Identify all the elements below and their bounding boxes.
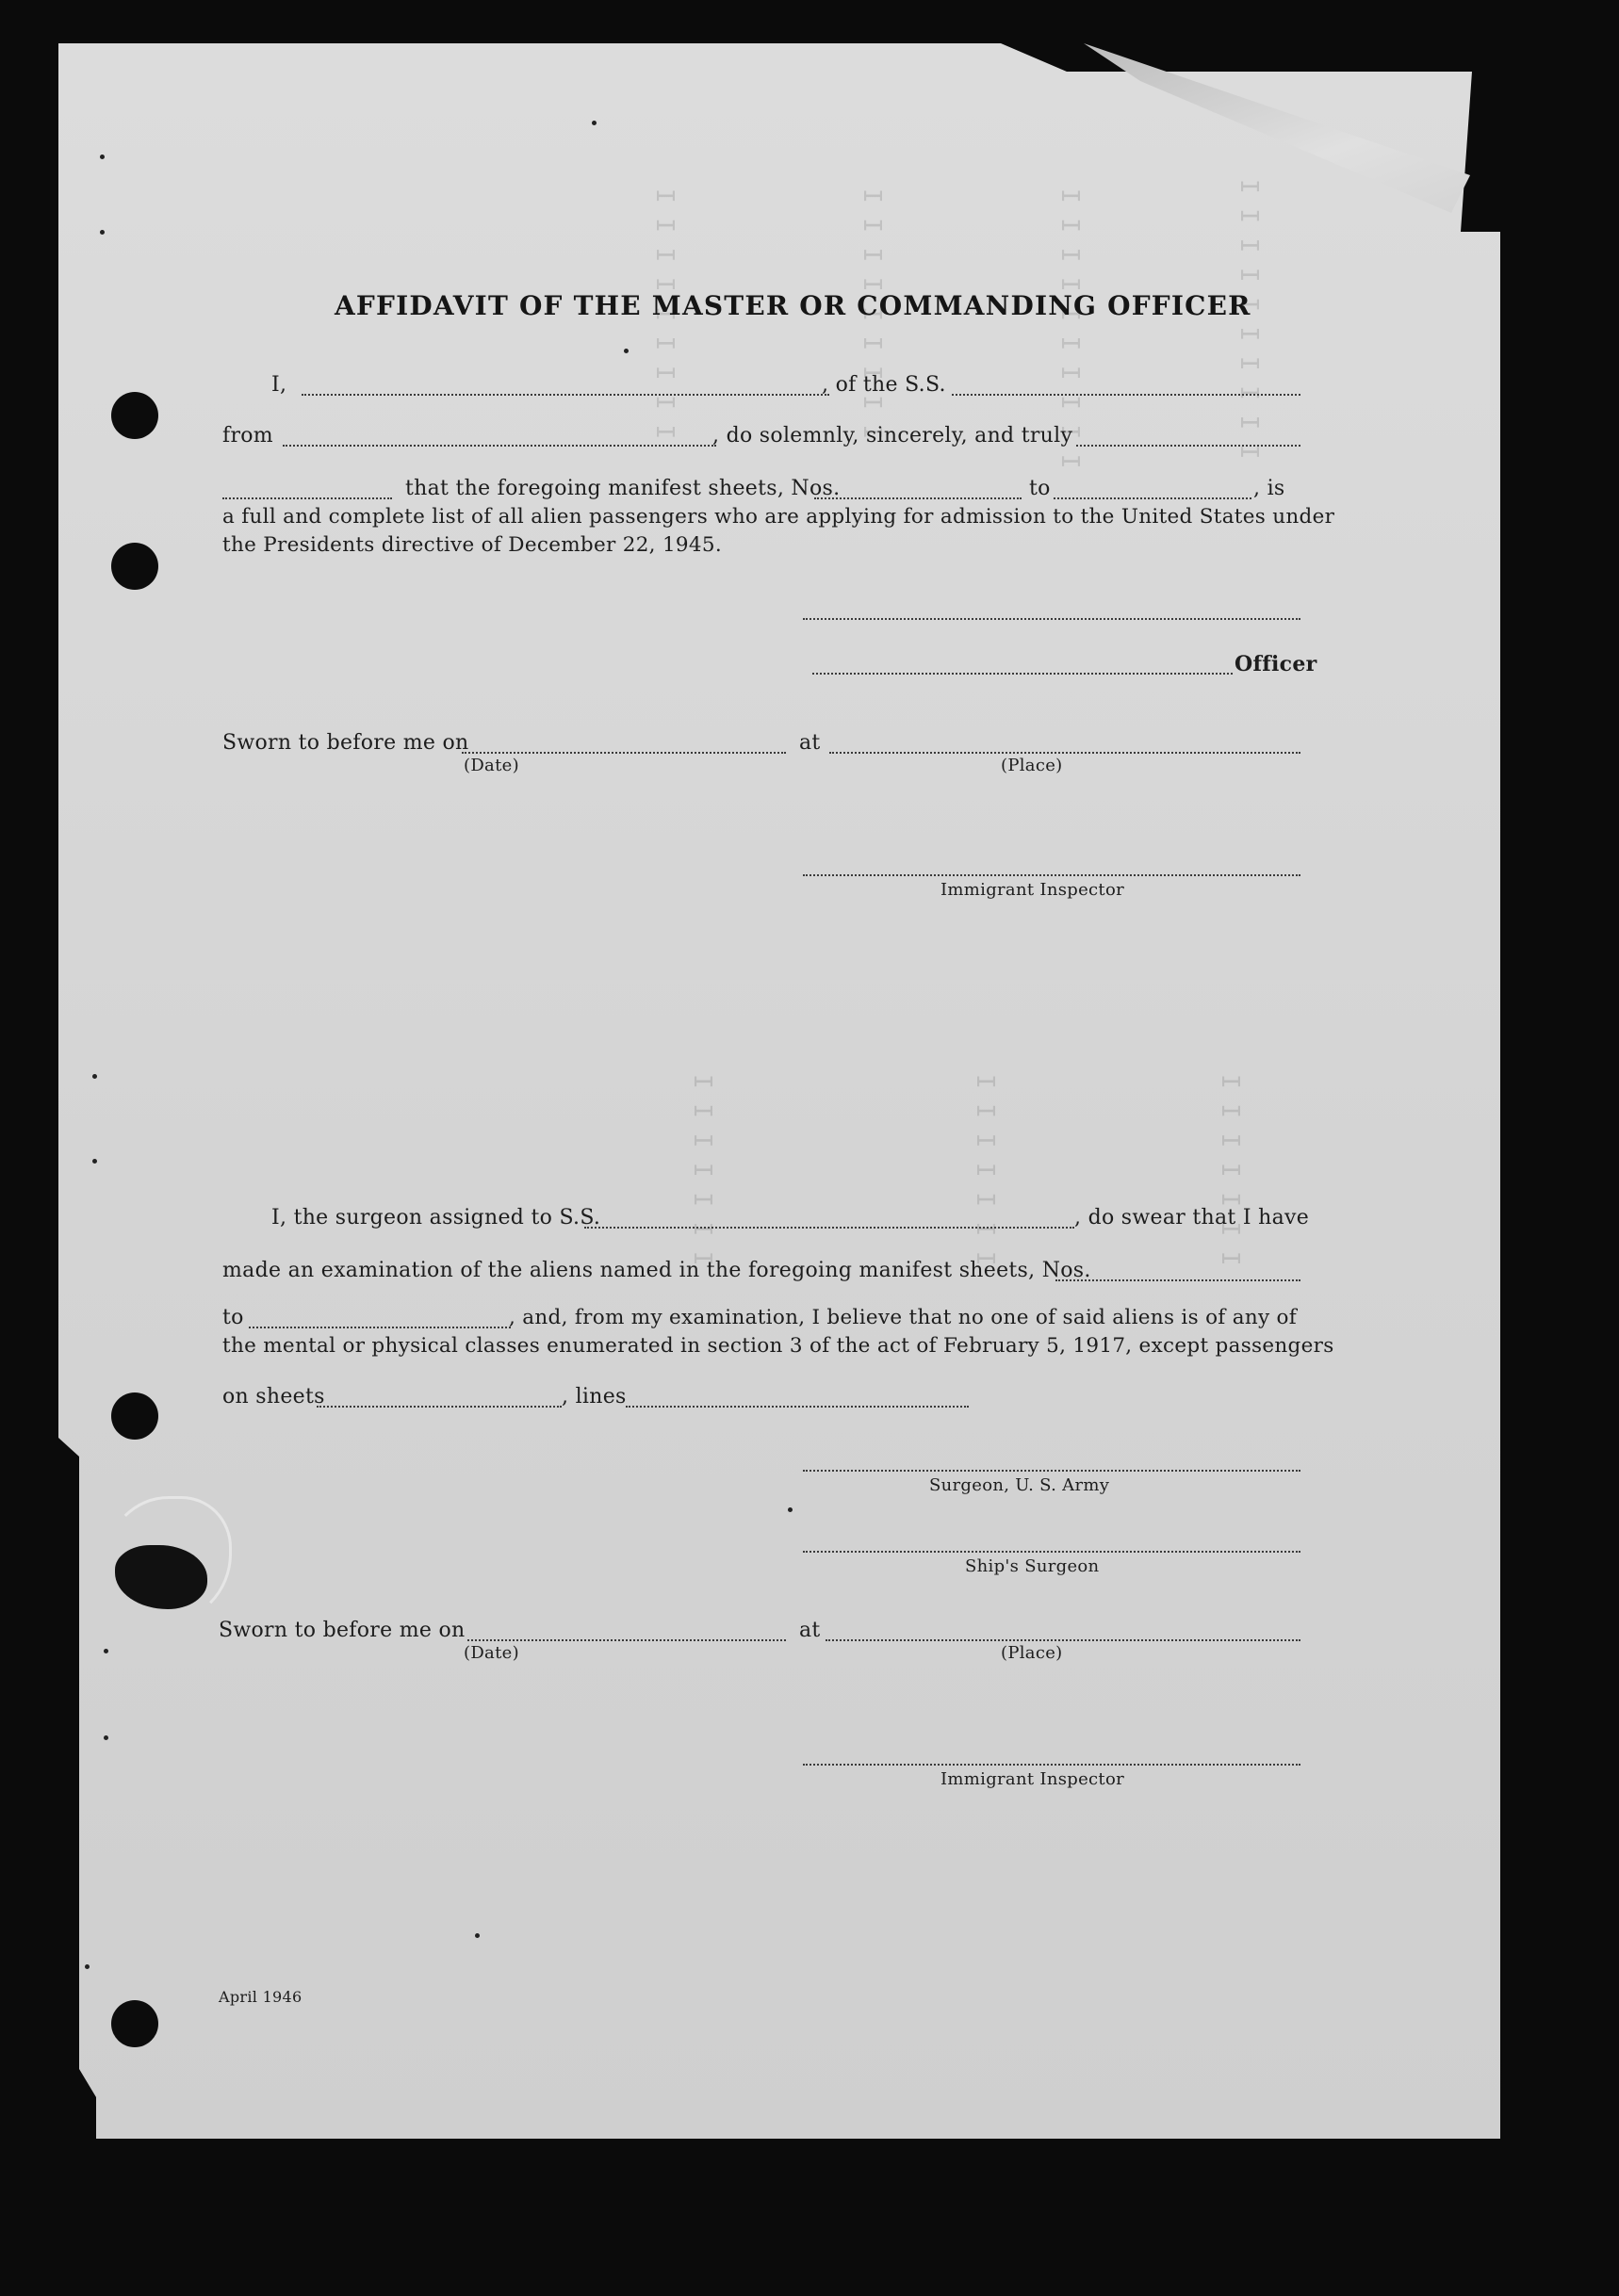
surgeon-line3-rest: , and, from my examination, I believe that no one of said aliens is of any of: [509, 1306, 1298, 1329]
punch-hole: [111, 2000, 158, 2047]
surgeon-lines-field[interactable]: [626, 1406, 969, 1408]
officer-signature-line[interactable]: [812, 673, 1233, 675]
master-line1-i: I,: [271, 373, 287, 397]
sworn1-inspector-line[interactable]: [803, 874, 1300, 876]
sworn2-inspector-line[interactable]: [803, 1764, 1300, 1766]
sworn2-inspector-label: Immigrant Inspector: [940, 1769, 1124, 1789]
sworn1-date-label: (Date): [464, 756, 519, 775]
surgeon-line3-to: to: [222, 1306, 244, 1329]
punch-hole: [111, 392, 158, 439]
page-title: AFFIDAVIT OF THE MASTER OR COMMANDING OFFICER: [335, 290, 1251, 321]
speck: [624, 349, 629, 353]
master-line3-to: to: [1029, 477, 1051, 500]
sworn2-at: at: [799, 1619, 821, 1642]
from-port-field[interactable]: [283, 445, 716, 447]
bleed-through-column: I I I I I I I I I I: [1055, 188, 1084, 469]
army-surgeon-signature-line[interactable]: [803, 1470, 1300, 1472]
sworn1-place-label: (Place): [1001, 756, 1063, 775]
sworn2-date-label: (Date): [464, 1643, 519, 1663]
punch-hole: [111, 1392, 158, 1440]
oath-continuation-field[interactable]: [222, 497, 392, 499]
bleed-through-column: I I I I I I I I I: [650, 188, 679, 440]
master-line2-from: from: [222, 424, 273, 448]
form-date: April 1946: [219, 1988, 303, 2006]
speck: [100, 155, 105, 159]
surgeon-line1-b: , do swear that I have: [1074, 1206, 1310, 1229]
master-line2-rest: , do solemnly, sincerely, and truly: [712, 424, 1073, 448]
sworn1-text: Sworn to before me on: [222, 731, 469, 755]
speck: [104, 1735, 108, 1740]
master-line3-is: , is: [1253, 477, 1285, 500]
sworn1-at: at: [799, 731, 821, 755]
sworn1-date-field[interactable]: [462, 752, 786, 754]
sworn2-place-field[interactable]: [826, 1639, 1300, 1641]
bleed-through-column: I I I I I I I: [971, 1074, 999, 1266]
officer-label: Officer: [1235, 652, 1317, 676]
speck: [788, 1507, 793, 1512]
speck: [104, 1649, 108, 1653]
manifest-from-field[interactable]: [814, 497, 1022, 499]
master-name-field[interactable]: [302, 394, 829, 396]
speck: [92, 1074, 97, 1079]
surgeon-line1-a: I, the surgeon assigned to S.S.: [271, 1206, 601, 1229]
manifest-to-field[interactable]: [1054, 497, 1251, 499]
ships-surgeon-signature-line[interactable]: [803, 1551, 1300, 1553]
surgeon-sheets-field[interactable]: [317, 1406, 562, 1408]
ships-surgeon-label: Ship's Surgeon: [965, 1556, 1100, 1576]
master-signature-line[interactable]: [803, 618, 1300, 620]
oath-field[interactable]: [1076, 445, 1300, 447]
army-surgeon-label: Surgeon, U. S. Army: [929, 1475, 1110, 1495]
surgeon-manifest-from-field[interactable]: [1055, 1279, 1300, 1281]
master-line1-of-ss: , of the S.S.: [822, 373, 946, 397]
bleed-through-column: I I I I I I I: [1216, 1074, 1244, 1266]
document-page: [58, 43, 1500, 2139]
punch-hole: [111, 543, 158, 590]
speck: [100, 230, 105, 235]
surgeon-line2: made an examination of the aliens named in the foregoing manifest sheets, Nos.: [222, 1259, 1091, 1282]
surgeon-line5-b: , lines: [562, 1385, 627, 1409]
speck: [85, 1964, 90, 1969]
surgeon-manifest-to-field[interactable]: [249, 1327, 511, 1328]
sworn1-inspector-label: Immigrant Inspector: [940, 880, 1124, 900]
speck: [592, 121, 597, 125]
bleed-through-column: I I I I I I I: [688, 1074, 716, 1266]
sworn2-text: Sworn to before me on: [219, 1619, 466, 1642]
surgeon-line5-a: on sheets: [222, 1385, 325, 1409]
master-line5: the Presidents directive of December 22, 1945.: [222, 533, 722, 557]
sworn2-date-field[interactable]: [467, 1639, 786, 1641]
bleed-through-column: I I I I I I I I I I: [1235, 179, 1263, 460]
speck: [92, 1159, 97, 1164]
bleed-through-column: I I I I I I I I I: [858, 188, 886, 440]
sworn2-place-label: (Place): [1001, 1643, 1063, 1663]
sworn1-place-field[interactable]: [829, 752, 1300, 754]
master-line3-manifest: that the foregoing manifest sheets, Nos.: [405, 477, 841, 500]
speck: [475, 1933, 480, 1938]
master-line4: a full and complete list of all alien passengers who are applying for admission to the United States under: [222, 505, 1335, 529]
surgeon-ship-field[interactable]: [584, 1227, 1074, 1229]
surgeon-line4: the mental or physical classes enumerated in section 3 of the act of February 5, 1917, except passengers: [222, 1334, 1334, 1358]
ship-name-field[interactable]: [952, 394, 1300, 396]
